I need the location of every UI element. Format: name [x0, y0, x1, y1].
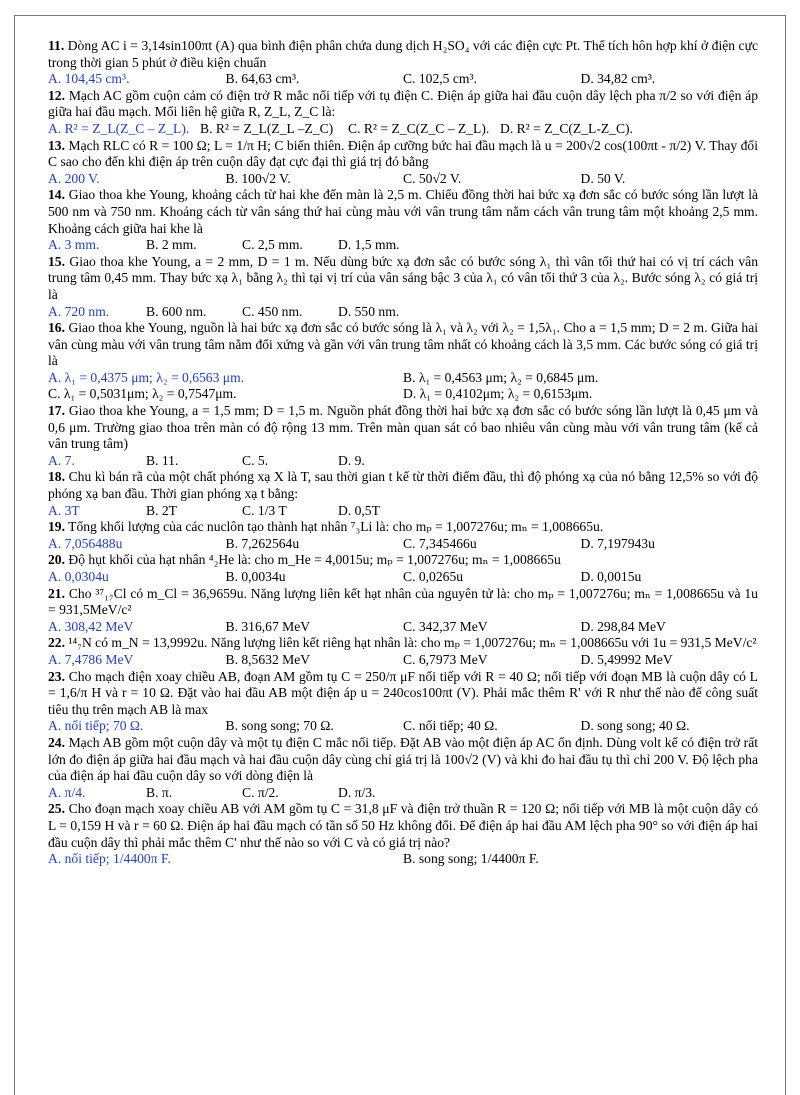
answer-option: C. nối tiếp; 40 Ω. — [403, 718, 498, 734]
answer-options — [48, 503, 758, 520]
answer-options — [48, 569, 758, 586]
answer-option: C. 7,345466u — [403, 535, 477, 551]
answer-options — [48, 121, 758, 138]
page-border-top — [14, 15, 786, 16]
question-number: 16. — [48, 320, 65, 336]
question-text — [48, 519, 758, 536]
answer-option: A. 3T — [48, 502, 80, 518]
question-number: 18. — [48, 469, 65, 485]
answer-options — [48, 536, 758, 553]
question-text — [48, 88, 758, 121]
document-page — [48, 38, 758, 868]
question-block — [48, 635, 758, 668]
question-stem: Mạch RLC có R = 100 Ω; L = 1/π H; C biến thiên. Điện áp cưỡng bức hai đầu mạch là u = 200√2 cos(100πt - π/2) V. Thay đổi C sao cho đến khi điện áp trên cuộn dây đạt cực đại thì giá trị đó bằng — [48, 137, 758, 170]
answer-option: B. λ₁ = 0,4563 μm; λ₂ = 0,6845 μm. — [403, 369, 599, 385]
question-stem: Độ hụt khối của hạt nhân ⁴₂He là: cho m_He = 4,0015u; mₚ = 1,007276u; mₙ = 1,008665u — [68, 552, 561, 568]
question-text — [48, 735, 758, 785]
answer-option: C. R² = Z_C(Z_C – Z_L). — [348, 120, 490, 136]
question-number: 24. — [48, 734, 65, 750]
answer-option: C. 1/3 T — [242, 502, 287, 518]
answer-option: A. 7,056488u — [48, 535, 123, 551]
answer-options — [48, 71, 758, 88]
question-block — [48, 403, 758, 469]
answer-option: A. 3 mm. — [48, 237, 100, 253]
answer-option: A. 7,4786 MeV — [48, 651, 134, 667]
question-block — [48, 586, 758, 636]
page-border-right — [785, 15, 786, 1095]
question-text — [48, 801, 758, 851]
answer-option: A. π/4. — [48, 784, 86, 800]
question-block — [48, 519, 758, 552]
question-number: 25. — [48, 801, 65, 817]
question-text — [48, 586, 758, 619]
answer-option: D. 5,49992 MeV — [580, 651, 673, 667]
answer-option: B. R² = Z_L(Z_L –Z_C) — [200, 120, 334, 136]
question-block — [48, 469, 758, 519]
question-stem: Giao thoa khe Young, nguồn là hai bức xạ đơn sắc có bước sóng là λ₁ và λ₂ với λ₂ = 1,5λ₁. Cho a = 1,5 mm; D = 2 m. Giữa hai vân cùng màu với vân trung tâm nằm đối xứng và gần với vân trung tâm nhất có khoảng cách là 3,5 mm. Các bước sóng có giá trị là — [48, 320, 759, 369]
answer-option: D. π/3. — [338, 784, 376, 800]
answer-option: D. 7,197943u — [580, 535, 655, 551]
question-block — [48, 669, 758, 735]
question-block — [48, 187, 758, 253]
question-number: 21. — [48, 585, 65, 601]
answer-options — [48, 171, 758, 188]
answer-option: D. λ₁ = 0,4102μm; λ₂ = 0,6153μm. — [403, 386, 593, 402]
question-number: 11. — [48, 38, 65, 53]
answer-option: D. 9. — [338, 452, 365, 468]
answer-option: B. 11. — [146, 452, 179, 468]
answer-option: B. 0,0034u — [225, 569, 286, 584]
answer-option: B. 8,5632 MeV — [225, 651, 311, 667]
answer-option: A. 308,42 MeV — [48, 618, 134, 634]
answer-options — [48, 453, 758, 470]
question-block — [48, 320, 758, 403]
question-number: 20. — [48, 552, 65, 568]
question-stem: Cho mạch điện xoay chiều AB, đoạn AM gồm tụ C = 250/π μF nối tiếp với R = 40 Ω; nối tiếp với đoạn MB là cuộn dây có L = 1,6/π H và r = 10 Ω. Đặt vào hai đầu AB một điện áp u = 240cos100πt (V). Phải mắc thêm R' với R như thế nào để công suất tiêu thụ trên mạch AB là max — [48, 668, 758, 717]
question-block — [48, 38, 758, 88]
answer-option: B. 2T — [146, 502, 177, 518]
answer-option: A. 200 V. — [48, 170, 100, 186]
answer-option: A. R² = Z_L(Z_C – Z_L). — [48, 120, 190, 136]
answer-option: D. 50 V. — [580, 170, 626, 186]
answer-option: B. 316,67 MeV — [225, 618, 311, 634]
question-number: 17. — [48, 403, 65, 419]
question-number: 19. — [48, 519, 65, 535]
question-stem: Mạch AC gồm cuộn cảm có điện trở R mắc nối tiếp với tụ điện C. Điện áp giữa hai đầu cuộn dây lệch pha π/2 so với điện áp giữa hai đầu mạch. Mối liên hệ giữa R, Z_L, Z_C là: — [48, 87, 758, 120]
question-block — [48, 254, 758, 320]
question-stem: Giao thoa khe Young, a = 2 mm, D = 1 m. Nếu dùng bức xạ đơn sắc có bước sóng λ₁ thì vân tối thứ hai có vị trí cách vân trung tâm 0,45 mm. Thay bức xạ λ₁ bằng λ₂ thì tại vị trí của vân sáng bậc 3 của λ₁ có vân tối thứ 3 của λ₂. Bước sóng λ₂ có giá trị là — [48, 253, 758, 302]
question-number: 15. — [48, 253, 65, 269]
question-text — [48, 38, 758, 71]
answer-option: A. 7. — [48, 452, 75, 468]
answer-option: A. 720 nm. — [48, 303, 110, 319]
answer-option: C. 102,5 cm³. — [403, 71, 477, 87]
answer-options — [48, 237, 758, 254]
question-stem: ¹⁴₇N có m_N = 13,9992u. Năng lượng liên kết riêng hạt nhân là: cho mₚ = 1,007276u; mₙ = 1,008665u với 1u = 931,5 MeV/c² — [68, 635, 757, 651]
answer-option: B. 100√2 V. — [225, 170, 291, 186]
question-number: 22. — [48, 635, 65, 651]
question-block — [48, 801, 758, 867]
answer-option: C. 6,7973 MeV — [403, 651, 488, 667]
question-stem: Giao thoa khe Young, khoảng cách từ hai khe đến màn là 2,5 m. Chiếu đồng thời hai bức xạ đơn sắc có bước sóng lần lượt là 500 nm và 750 nm. Khoảng cách từ vân sáng thứ hai cùng màu với vân trung tâm nằm cách vân trung tâm một khoảng 2,5 mm. Khoảng cách giữa hai khe là — [48, 187, 759, 236]
answer-options — [48, 304, 758, 321]
question-number: 14. — [48, 187, 65, 203]
answer-option: B. song song; 1/4400π F. — [403, 851, 539, 867]
question-stem: Chu kì bán rã của một chất phóng xạ X là T, sau thời gian t kể từ thời điểm đầu, thì độ phóng xạ của nó bằng 12,5% so với độ phóng xạ ban đầu. Thời gian phóng xạ t bằng: — [48, 469, 758, 502]
answer-options — [48, 370, 758, 387]
question-number: 23. — [48, 668, 65, 684]
answer-option: B. song song; 70 Ω. — [225, 718, 334, 734]
question-block — [48, 735, 758, 801]
answer-option: C. π/2. — [242, 784, 279, 800]
answer-option: C. 0,0265u — [403, 569, 464, 584]
answer-option: C. 2,5 mm. — [242, 237, 303, 253]
answer-option: D. R² = Z_C(Z_L-Z_C). — [500, 120, 633, 136]
question-stem: Dòng AC i = 3,14sin100πt (A) qua bình điện phân chứa dung dịch H₂SO₄ với các điện cực Pt. Thể tích hôn hợp khí ở điện cực trong thời gian 5 phút ở điều kiện chuẩn — [48, 38, 758, 70]
question-block — [48, 552, 758, 585]
answer-option: C. 5. — [242, 452, 269, 468]
question-block — [48, 138, 758, 188]
answer-option: A. λ₁ = 0,4375 μm; λ₂ = 0,6563 μm. — [48, 369, 245, 385]
question-text — [48, 552, 758, 569]
question-text — [48, 469, 758, 502]
answer-options — [48, 785, 758, 802]
answer-options — [48, 851, 758, 868]
question-stem: Mạch AB gồm một cuộn dây và một tụ điện C mắc nối tiếp. Đặt AB vào một điện áp AC ổn định. Dùng volt kế có điện trở rất lớn đo điện áp giữa hai đầu mạch và hai đầu cuộn dây cùng chỉ giá trị là 100√2 (V) và khi đo hai đầu tụ thì chỉ 200 V. Độ lệch pha của điện áp hai đầu cuộn dây so với dòng điện là — [48, 734, 758, 784]
question-text — [48, 403, 758, 453]
answer-option: B. 64,63 cm³. — [225, 71, 300, 87]
question-number: 13. — [48, 137, 65, 153]
question-text — [48, 669, 758, 719]
question-block — [48, 88, 758, 138]
answer-option: C. λ₁ = 0,5031μm; λ₂ = 0,7547μm. — [48, 386, 237, 402]
question-text — [48, 187, 758, 237]
answer-option: D. song song; 40 Ω. — [580, 718, 690, 734]
question-text — [48, 138, 758, 171]
answer-option: D. 298,84 MeV — [580, 618, 666, 634]
answer-options — [48, 619, 758, 636]
answer-option: A. 0,0304u — [48, 569, 109, 584]
answer-option: C. 342,37 MeV — [403, 618, 488, 634]
question-number: 12. — [48, 87, 65, 103]
answer-option: A. nối tiếp; 1/4400π F. — [48, 851, 171, 867]
answer-options — [48, 652, 758, 669]
answer-option: D. 0,0015u — [580, 569, 642, 584]
question-text — [48, 635, 758, 652]
answer-option: D. 1,5 mm. — [338, 237, 400, 253]
question-text — [48, 254, 758, 304]
question-stem: Tổng khối lượng của các nuclôn tạo thành hạt nhân ⁷₃Li là: cho mₚ = 1,007276u; mₙ = 1,008665u. — [68, 519, 604, 535]
answer-option: B. 600 nm. — [146, 303, 207, 319]
question-text — [48, 320, 758, 370]
question-stem: Cho đoạn mạch xoay chiều AB với AM gồm tụ C = 31,8 μF và điện trở thuần R = 120 Ω; nối tiếp với MB là một cuộn dây có L = 0,159 H và r = 60 Ω. Điện áp hai đầu mạch có tần số 50 Hz không đổi. Để điện áp hai đầu AM lệch pha 90° so với điện áp hai đầu cuộn dây thì phải mắc thêm C' như thế nào so với C và có giá trị nào? — [48, 801, 758, 850]
answer-option: A. nối tiếp; 70 Ω. — [48, 718, 144, 734]
answer-option: B. 2 mm. — [146, 237, 197, 253]
answer-option: A. 104,45 cm³. — [48, 71, 130, 87]
answer-option: B. π. — [146, 784, 173, 800]
answer-option: D. 550 nm. — [338, 303, 400, 319]
answer-option: C. 450 nm. — [242, 303, 303, 319]
answer-option: D. 34,82 cm³. — [580, 71, 656, 87]
page-border-left — [14, 15, 15, 1095]
answer-option: D. 0,5T — [338, 502, 380, 518]
answer-options — [48, 386, 758, 403]
answer-option: C. 50√2 V. — [403, 170, 462, 186]
question-stem: Cho ³⁷₁₇Cl có m_Cl = 36,9659u. Năng lượng liên kết hạt nhân của nguyên tử là: cho mₚ = 1,007276u; mₙ = 1,008665u và 1u = 931,5MeV/c² — [48, 585, 758, 618]
answer-option: B. 7,262564u — [225, 535, 300, 551]
answer-options — [48, 718, 758, 735]
question-stem: Giao thoa khe Young, a = 1,5 mm; D = 1,5 m. Nguồn phát đồng thời hai bức xạ đơn sắc có bước sóng lần lượt là 0,45 μm và 0,6 μm. Trường giao thoa trên màn có độ rộng 13 mm. Trên màn quan sát có bao nhiêu vân cùng màu với vân trung tâm (kể cả vân trung tâm) — [48, 403, 758, 452]
